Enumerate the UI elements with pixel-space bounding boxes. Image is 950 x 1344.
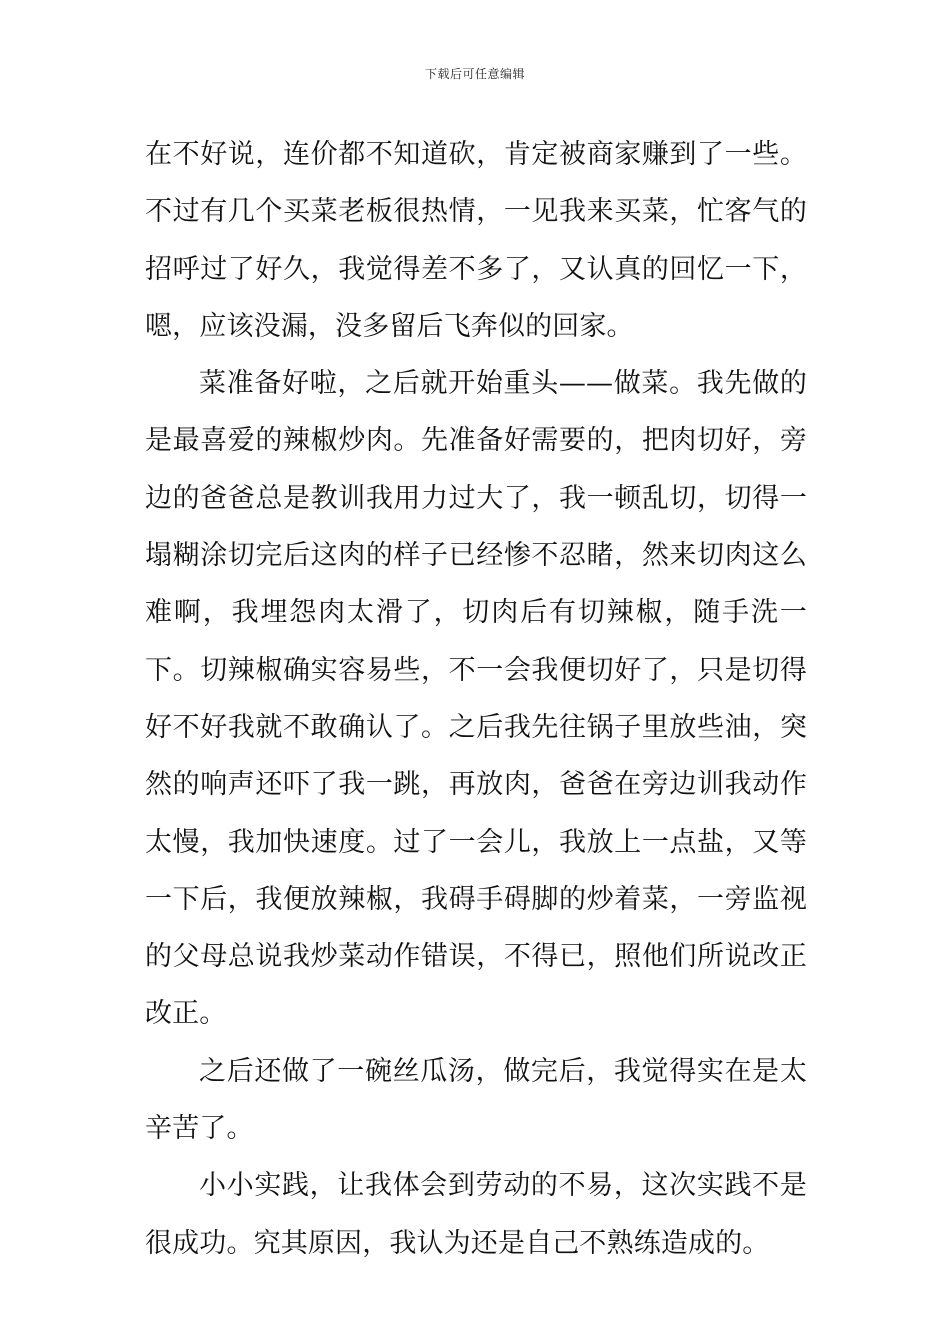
paragraph-3: 之后还做了一碗丝瓜汤，做完后，我觉得实在是太辛苦了。 (145, 1055, 807, 1145)
paragraph-1: 在不好说，连价都不知道砍，肯定被商家赚到了一些。不过有几个买菜老板很热情，一见我来买菜，忙客气的招呼过了好久，我觉得差不多了，又认真的回忆一下，嗯，应该没漏，没多留后飞奔似的回家。 (145, 139, 807, 342)
paragraph-2: 菜准备好啦，之后就开始重头——做菜。我先做的是最喜爱的辣椒炒肉。先准备好需要的，把肉切好，旁边的爸爸总是教训我用力过大了，我一顿乱切，切得一塌糊涂切完后这肉的样子已经惨不忍睹，然来切肉这么难啊，我埋怨肉太滑了，切肉后有切辣椒，随手洗一下。切辣椒确实容易些，不一会我便切好了，只是切得好不好我就不敢确认了。之后我先往锅子里放些油，突然的响声还吓了我一跳，再放肉，爸爸在旁边训我动作太慢，我加快速度。过了一会儿，我放上一点盐，又等一下后，我便放辣椒，我碍手碍脚的炒着菜，一旁监视的父母总说我炒菜动作错误，不得已，照他们所说改正改正。 (145, 368, 807, 1030)
paragraph-4: 小小实践，让我体会到劳动的不易，这次实践不是很成功。究其原因，我认为还是自己不熟练造成的。 (145, 1170, 807, 1259)
document-body (145, 126, 807, 1272)
page-header: 下载后可任意编辑 (424, 67, 525, 81)
